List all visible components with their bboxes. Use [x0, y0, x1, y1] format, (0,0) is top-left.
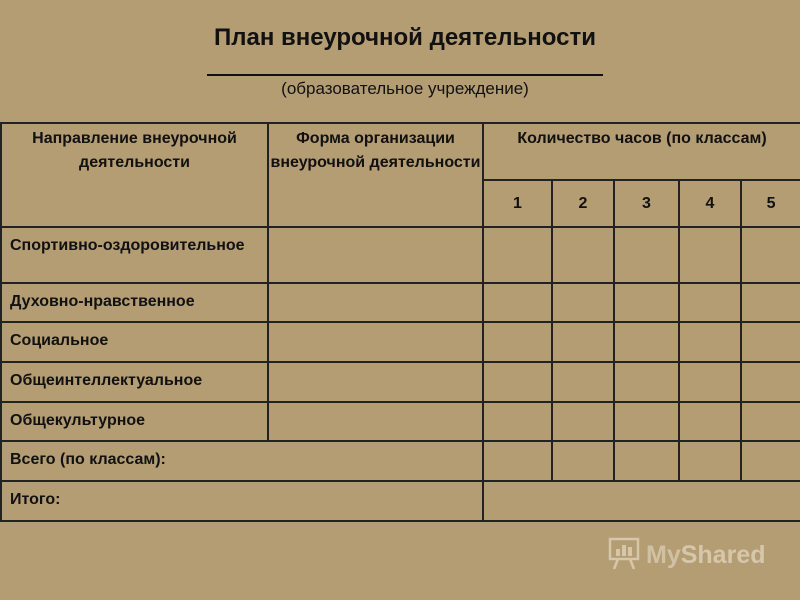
- total-cell: [552, 441, 614, 481]
- hours-cell: [614, 362, 679, 402]
- hours-cell: [614, 283, 679, 322]
- total-by-class-label: Всего (по классам):: [1, 441, 483, 481]
- row-label-sports: Спортивно-оздоровительное: [1, 227, 268, 283]
- hours-cell: [552, 402, 614, 441]
- form-cell: [268, 322, 483, 362]
- fill-in-line: [207, 74, 603, 76]
- activity-plan-table: [0, 122, 800, 522]
- hours-cell: [552, 227, 614, 283]
- grade-1-header: 1: [483, 180, 552, 227]
- watermark-text-shared: Shared: [680, 540, 766, 569]
- row-label-cultural: Общекультурное: [1, 402, 268, 441]
- hours-cell: [679, 362, 741, 402]
- total-cell: [483, 441, 552, 481]
- hours-cell: [679, 322, 741, 362]
- form-cell: [268, 362, 483, 402]
- grade-5-header: 5: [741, 180, 800, 227]
- table-row: [1, 227, 800, 283]
- row-label-spiritual: Духовно-нравственное: [1, 283, 268, 322]
- grand-total-label: Итого:: [1, 481, 483, 521]
- watermark-text-my: My: [646, 540, 681, 569]
- table-row: [1, 322, 800, 362]
- form-cell: [268, 283, 483, 322]
- hours-cell: [741, 322, 800, 362]
- hours-cell: [552, 362, 614, 402]
- hours-cell: [741, 402, 800, 441]
- hours-cell: [741, 283, 800, 322]
- total-cell: [614, 441, 679, 481]
- table-row: [1, 402, 800, 441]
- row-label-intellectual: Общеинтеллектуальное: [1, 362, 268, 402]
- total-cell: [679, 441, 741, 481]
- hours-cell: [483, 362, 552, 402]
- hours-cell: [614, 227, 679, 283]
- form-cell: [268, 402, 483, 441]
- hours-cell: [614, 402, 679, 441]
- hours-cell: [679, 227, 741, 283]
- hours-cell: [679, 283, 741, 322]
- hours-cell: [483, 402, 552, 441]
- hours-cell: [483, 283, 552, 322]
- hours-cell: [483, 227, 552, 283]
- table-row-grand-total: [1, 481, 800, 521]
- grade-3-header: 3: [614, 180, 679, 227]
- presentation-chart-icon: [608, 536, 640, 575]
- page-subtitle: (образовательное учреждение): [281, 79, 529, 98]
- header-hours: Количество часов (по классам): [483, 123, 800, 180]
- hours-cell: [741, 227, 800, 283]
- header-form: Форма организации внеурочной деятельности: [268, 123, 483, 227]
- table-row-total: [1, 441, 800, 481]
- hours-cell: [552, 283, 614, 322]
- header-direction: Направление внеурочной деятельности: [1, 123, 268, 227]
- form-cell: [268, 227, 483, 283]
- table-row: [1, 283, 800, 322]
- hours-cell: [741, 362, 800, 402]
- grade-4-header: 4: [679, 180, 741, 227]
- grand-total-cell: [483, 481, 800, 521]
- page-title: План внеурочной деятельности: [214, 24, 596, 51]
- table-row: [1, 362, 800, 402]
- row-label-social: Социальное: [1, 322, 268, 362]
- total-cell: [741, 441, 800, 481]
- hours-cell: [483, 322, 552, 362]
- grade-2-header: 2: [552, 180, 614, 227]
- watermark-logo: [608, 537, 766, 573]
- hours-cell: [552, 322, 614, 362]
- watermark-text: [646, 541, 766, 570]
- hours-cell: [679, 402, 741, 441]
- hours-cell: [614, 322, 679, 362]
